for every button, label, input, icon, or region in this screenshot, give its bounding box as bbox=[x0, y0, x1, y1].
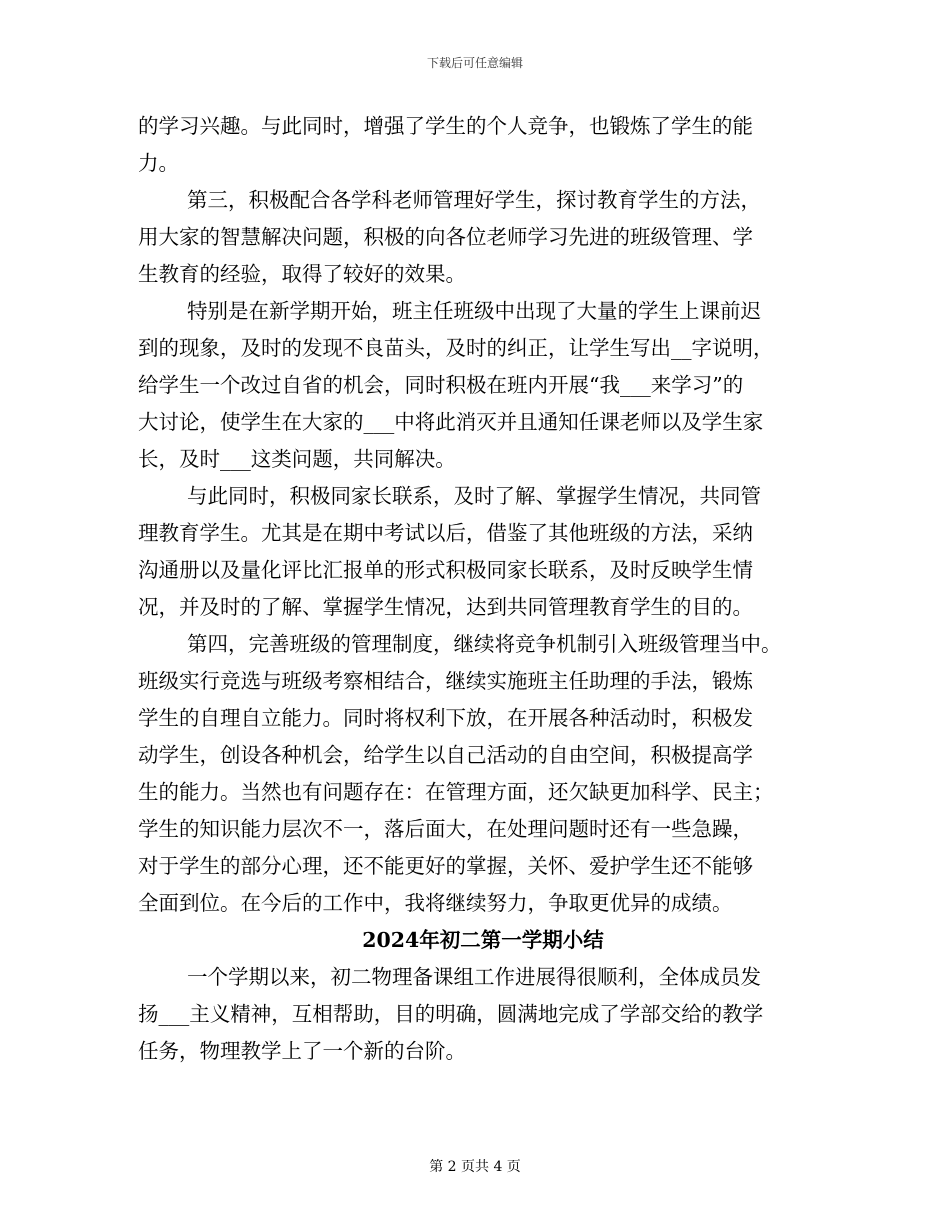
body-line: 的学习兴趣。与此同时，增强了学生的个人竞争，也锻炼了学生的能 bbox=[138, 114, 753, 138]
body-line: 到的现象，及时的发现不良苗头，及时的纠正，让学生写出__字说明， bbox=[138, 336, 774, 360]
body-line: 生的能力。当然也有问题存在：在管理方面，还欠缺更加科学、民主； bbox=[138, 780, 774, 804]
body-line: 扬___主义精神，互相帮助，目的明确，圆满地完成了学部交给的教学 bbox=[138, 1002, 764, 1026]
body-line: 任务，物理教学上了一个新的台阶。 bbox=[138, 1039, 466, 1063]
document-body bbox=[138, 108, 818, 1070]
body-line: 学生的自理自立能力。同时将权利下放，在开展各种活动时，积极发 bbox=[138, 706, 753, 730]
body-line: 长，及时___这类问题，共同解决。 bbox=[138, 447, 456, 471]
body-line: 学生的知识能力层次不一，落后面大，在处理问题时还有一些急躁， bbox=[138, 817, 753, 841]
body-line: 理教育学生。尤其是在期中考试以后，借鉴了其他班级的方法，采纳 bbox=[138, 521, 753, 545]
paragraph-start-line: 与此同时，积极同家长联系，及时了解、掌握学生情况，共同管 bbox=[187, 484, 761, 508]
body-line: 给学生一个改过自省的机会，同时积极在班内开展“我___来学习”的 bbox=[138, 373, 744, 397]
page-header: 下载后可任意编辑 bbox=[426, 56, 523, 70]
body-line: 大讨论，使学生在大家的___中将此消灭并且通知任课老师以及学生家 bbox=[138, 410, 764, 434]
body-line: 动学生，创设各种机会，给学生以自己活动的自由空间，积极提高学 bbox=[138, 743, 753, 767]
paragraph-start-line: 特别是在新学期开始，班主任班级中出现了大量的学生上课前迟 bbox=[187, 299, 761, 323]
body-line: 力。 bbox=[138, 151, 179, 175]
paragraph-start-line: 第四，完善班级的管理制度，继续将竞争机制引入班级管理当中。 bbox=[187, 632, 782, 656]
section-title: 2024年初二第一学期小结 bbox=[362, 928, 604, 952]
paragraph-start-line: 一个学期以来，初二物理备课组工作进展得很顺利，全体成员发 bbox=[187, 965, 761, 989]
body-line: 班级实行竞选与班级考察相结合，继续实施班主任助理的手法，锻炼 bbox=[138, 669, 753, 693]
body-line: 对于学生的部分心理，还不能更好的掌握，关怀、爱护学生还不能够 bbox=[138, 854, 753, 878]
body-line: 全面到位。在今后的工作中，我将继续努力，争取更优异的成绩。 bbox=[138, 891, 733, 915]
body-line: 生教育的经验，取得了较好的效果。 bbox=[138, 262, 466, 286]
paragraph-start-line: 第三，积极配合各学科老师管理好学生，探讨教育学生的方法， bbox=[187, 188, 761, 212]
body-line: 沟通册以及量化评比汇报单的形式积极同家长联系，及时反映学生情 bbox=[138, 558, 753, 582]
body-line: 况，并及时的了解、掌握学生情况，达到共同管理教育学生的目的。 bbox=[138, 595, 753, 619]
page-footer: 第 2 页共 4 页 bbox=[429, 1159, 521, 1175]
body-line: 用大家的智慧解决问题，积极的向各位老师学习先进的班级管理、学 bbox=[138, 225, 753, 249]
